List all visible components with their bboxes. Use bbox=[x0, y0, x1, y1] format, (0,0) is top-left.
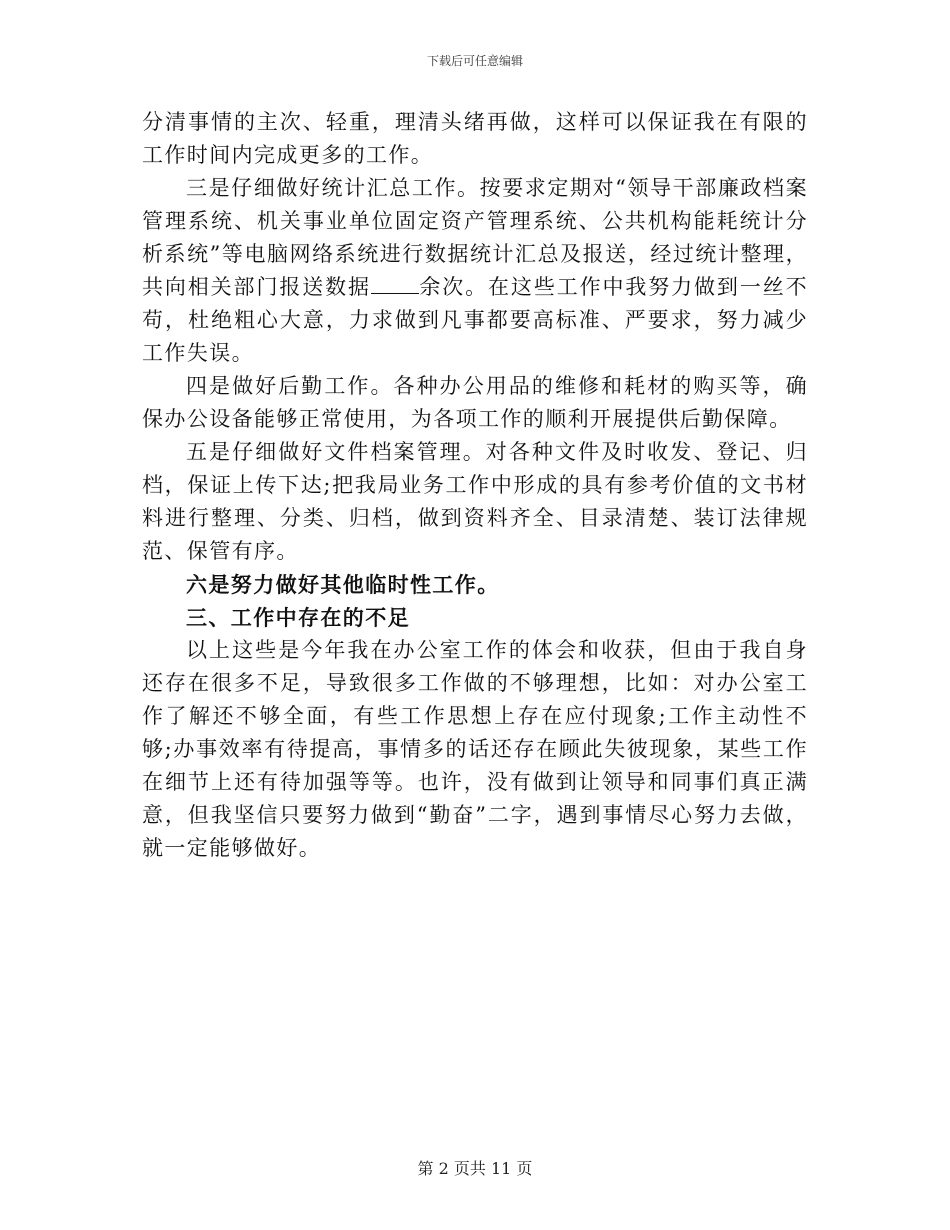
paragraph-statistics bbox=[142, 172, 808, 370]
document-body bbox=[142, 106, 808, 865]
paragraph-logistics: 四是做好后勤工作。各种办公用品的维修和耗材的购买等，确保办公设备能够正常使用，为各项工作的顺利开展提供后勤保障。 bbox=[142, 374, 808, 431]
page-footer: 第 2 页共 11 页 bbox=[417, 1159, 533, 1178]
fill-in-blank bbox=[371, 275, 419, 294]
paragraph-temporary-work: 六是努力做好其他临时性工作。 bbox=[186, 572, 500, 597]
paragraph-archives: 五是仔细做好文件档案管理。对各种文件及时收发、登记、归档，保证上传下达;把我局业务工作中形成的具有参考价值的文书材料进行整理、分类、归档，做到资料齐全、目录清楚、装订法律规范、保管有序。 bbox=[142, 440, 808, 563]
paragraph-statistics-text-b: 余次。在这些工作中我努力做到一丝不苟，杜绝粗心大意，力求做到凡事都要高标准、严要求，努力减少工作失误。 bbox=[142, 275, 808, 365]
paragraph-shortcomings: 以上这些是今年我在办公室工作的体会和收获，但由于我自身还存在很多不足，导致很多工作做的不够理想，比如：对办公室工作了解还不够全面，有些工作思想上存在应付现象;工作主动性不够;办事效率有待提高，事情多的话还存在顾此失彼现象，某些工作在细节上还有待加强等等。也许，没有做到让领导和同事们真正满意，但我坚信只要努力做到“勤奋”二字，遇到事情尽心努力去做，就一定能够做好。 bbox=[142, 638, 808, 860]
paragraph-continuation: 分清事情的主次、轻重，理清头绪再做，这样可以保证我在有限的工作时间内完成更多的工作。 bbox=[142, 110, 808, 167]
section-heading: 三、工作中存在的不足 bbox=[186, 605, 410, 630]
paragraph-statistics-text-a: 三是仔细做好统计汇总工作。按要求定期对“领导干部廉政档案管理系统、机关事业单位固定资产管理系统、公共机构能耗统计分析系统”等电脑网络系统进行数据统计汇总及报送，经过统计整理，共向相关部门报送数据 bbox=[142, 176, 808, 299]
page-header: 下载后可任意编辑 bbox=[426, 54, 523, 68]
